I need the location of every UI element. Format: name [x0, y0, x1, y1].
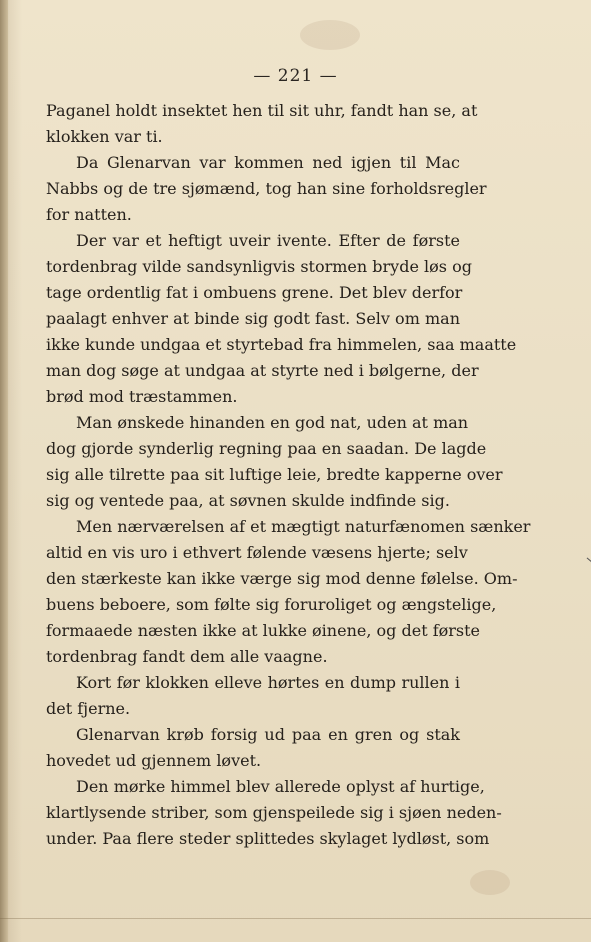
text-line: det fjerne.	[46, 699, 131, 718]
text-line: Nabbs og de tre sjømænd, tog han sine forholdsregler	[46, 179, 487, 198]
text-line: ikke kunde undgaa et styrtebad fra himmelen, saa maatte	[46, 335, 517, 354]
page-number: — 221 —	[253, 66, 338, 86]
text-line: dog gjorde synderlig regning paa en saadan. De lagde	[46, 439, 487, 458]
text-line: brød mod træstammen.	[46, 387, 238, 406]
text-line: altid en vis uro i ethvert følende væsens hjerte; selv	[46, 543, 468, 562]
text-line: Paganel holdt insektet hen til sit uhr, fandt han se, at	[46, 101, 478, 120]
text-line: buens beboere, som følte sig foruroliget og ængstelige,	[46, 595, 497, 614]
text-line: man dog søge at undgaa at styrte ned i bølgerne, der	[46, 361, 479, 380]
text-line: for natten.	[46, 205, 132, 224]
page-spine-shadow	[0, 0, 8, 942]
text-line: paalagt enhver at binde sig godt fast. Selv om man	[46, 309, 460, 328]
text-line: Glenarvan krøb forsig ud paa en gren og stak	[76, 725, 460, 744]
body-text	[40, 98, 531, 852]
text-line: Den mørke himmel blev allerede oplyst af hurtige,	[76, 777, 485, 796]
text-line: tordenbrag vilde sandsynligvis stormen bryde løs og	[46, 257, 472, 276]
text-line: formaaede næsten ikke at lukke øinene, og det første	[46, 621, 481, 640]
text-line: Da Glenarvan var kommen ned igjen til Mac	[76, 153, 460, 172]
paper-stain	[300, 20, 360, 50]
text-line: tage ordentlig fat i ombuens grene. Det blev derfor	[46, 283, 463, 302]
text-line: Kort før klokken elleve hørtes en dump rullen i	[76, 673, 460, 692]
margin-mark	[587, 558, 591, 564]
page-bottom-edge	[0, 918, 591, 919]
paper-stain	[470, 870, 510, 895]
text-line: sig alle tilrette paa sit luftige leie, bredte kapperne over	[46, 465, 503, 484]
text-line: hovedet ud gjennem løvet.	[46, 751, 262, 770]
text-line: den stærkeste kan ikke værge sig mod denne følelse. Om-	[46, 569, 518, 588]
text-line: Man ønskede hinanden en god nat, uden at man	[76, 413, 469, 432]
text-line: tordenbrag fandt dem alle vaagne.	[46, 647, 328, 666]
text-line: Der var et heftigt uveir ivente. Efter de første	[76, 231, 460, 250]
text-line: Men nærværelsen af et mægtigt naturfænomen sænker	[76, 517, 531, 536]
text-line: under. Paa flere steder splittedes skylaget lydløst, som	[46, 829, 490, 848]
text-line: klokken var ti.	[46, 127, 163, 146]
text-line: sig og ventede paa, at søvnen skulde indfinde sig.	[46, 491, 450, 510]
text-line: klartlysende striber, som gjenspeilede sig i sjøen neden-	[46, 803, 502, 822]
